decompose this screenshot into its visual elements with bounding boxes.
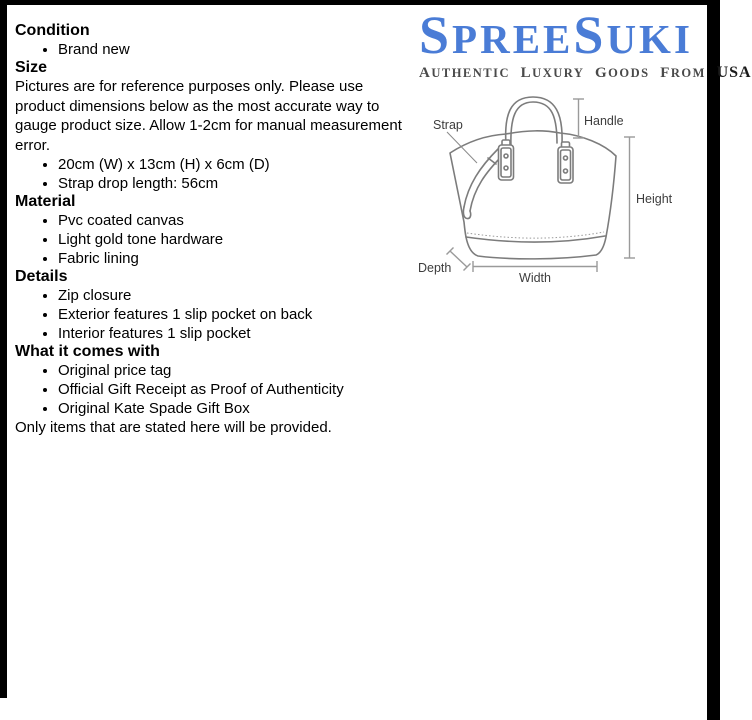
handle-label: Handle xyxy=(584,114,624,128)
list-item: • Pvc coated canvas xyxy=(58,211,415,230)
list-item: • Strap drop length: 56cm xyxy=(58,174,415,193)
brand-segment: PREE xyxy=(452,16,574,62)
brand-segment: S xyxy=(419,5,453,65)
brand-tagline xyxy=(419,64,752,81)
list-item: • 20cm (W) x 13cm (H) x 6cm (D) xyxy=(58,155,415,174)
brand-wordmark xyxy=(419,5,707,65)
list-item: • Zip closure xyxy=(58,286,415,305)
details-list xyxy=(15,286,415,343)
list-item: • Light gold tone hardware xyxy=(58,230,415,249)
height-label: Height xyxy=(636,192,673,206)
comes-with-list xyxy=(15,361,415,418)
width-label: Width xyxy=(519,271,551,285)
spreesuki-logo xyxy=(419,5,752,81)
handle-measure-line xyxy=(573,99,584,138)
height-measure-line xyxy=(624,137,635,258)
tagline-usa: USA xyxy=(716,64,752,81)
depth-label: Depth xyxy=(418,261,452,275)
tagline-word: GOODS xyxy=(595,65,650,81)
tagline-word: LUXURY xyxy=(520,65,585,81)
condition-list xyxy=(15,40,415,59)
frame-border-top xyxy=(0,0,720,5)
section-heading-material: Material xyxy=(15,193,76,210)
list-item: • Interior features 1 slip pocket xyxy=(58,324,415,343)
section-heading-details: Details xyxy=(15,268,68,285)
list-item: • Original price tag xyxy=(58,361,415,380)
list-item: • Fabric lining xyxy=(58,249,415,268)
brand-segment: UKI xyxy=(606,16,693,62)
bag-clasp-left xyxy=(499,140,514,180)
section-heading-condition: Condition xyxy=(15,22,90,39)
section-heading-size: Size xyxy=(15,59,48,76)
list-item: • Exterior features 1 slip pocket on back xyxy=(58,305,415,324)
list-item: • Original Kate Spade Gift Box xyxy=(58,399,415,418)
bag-dimension-diagram xyxy=(410,85,710,295)
section-heading-what-it-comes-with: What it comes with xyxy=(15,343,160,360)
frame-border-left xyxy=(0,0,7,698)
bag-clasp-right xyxy=(558,142,573,183)
material-list xyxy=(15,211,415,268)
strap-label: Strap xyxy=(433,118,463,132)
tagline-word: FROM xyxy=(660,65,706,81)
list-item: • Official Gift Receipt as Proof of Authenticity xyxy=(58,380,415,399)
description-text xyxy=(15,22,415,438)
bag-diagram-icon xyxy=(410,85,710,295)
footer-note: Only items that are stated here will be provided. xyxy=(15,419,332,436)
tagline-word: AUTHENTIC xyxy=(419,65,511,81)
list-item: • Brand new xyxy=(58,40,415,59)
brand-segment: S xyxy=(573,5,607,65)
size-note-paragraph: Pictures are for reference purposes only. Please use product dimensions below as the most accurate way to gauge product size. Allow 1-2cm for manual measurement error. xyxy=(15,78,402,154)
size-list xyxy=(15,155,415,193)
